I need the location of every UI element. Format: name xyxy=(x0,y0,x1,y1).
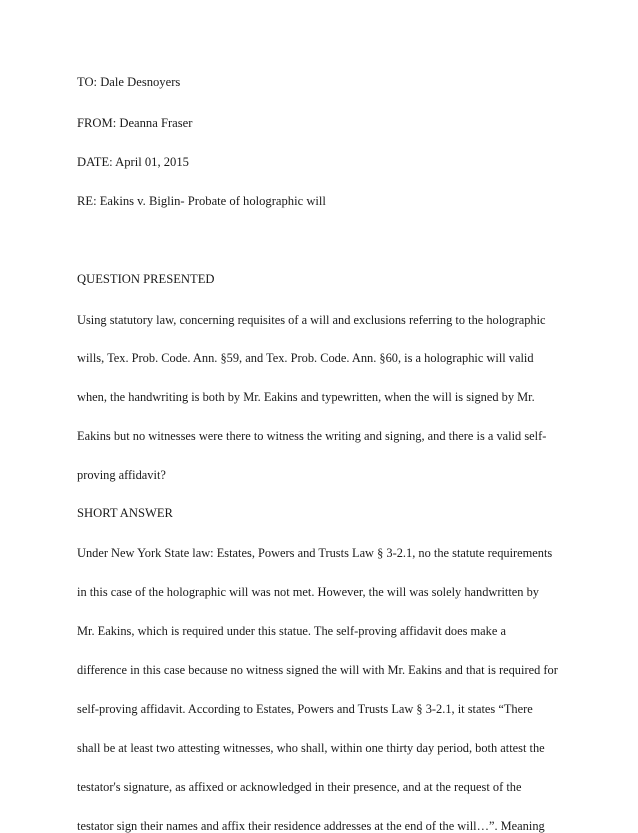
question-line: Eakins but no witnesses were there to witness the writing and signing, and there is a valid self- xyxy=(77,429,547,443)
answer-line: self-proving affidavit. According to Estates, Powers and Trusts Law § 3-2.1, it states “There xyxy=(77,702,533,716)
answer-line: testator's signature, as affixed or acknowledged in their presence, and at the request of the xyxy=(77,780,522,794)
question-line: Using statutory law, concerning requisites of a will and exclusions referring to the holographic xyxy=(77,313,546,327)
answer-line: testator sign their names and affix their residence addresses at the end of the will…”. Meaning xyxy=(77,819,545,833)
memo-to: TO: Dale Desnoyers xyxy=(77,75,181,89)
answer-line: Under New York State law: Estates, Powers and Trusts Law § 3-2.1, no the statute requirements xyxy=(77,546,553,560)
memo-re: RE: Eakins v. Biglin- Probate of holographic will xyxy=(77,194,326,208)
answer-line: Mr. Eakins, which is required under this statue. The self-proving affidavit does make a xyxy=(77,624,506,638)
memo-from: FROM: Deanna Fraser xyxy=(77,116,193,130)
answer-line: shall be at least two attesting witnesses, who shall, within one thirty day period, both attest the xyxy=(77,741,545,755)
question-line: wills, Tex. Prob. Code. Ann. §59, and Tex. Prob. Code. Ann. §60, is a holographic will valid xyxy=(77,351,534,365)
question-line: when, the handwriting is both by Mr. Eakins and typewritten, when the will is signed by Mr. xyxy=(77,390,535,404)
memo-date: DATE: April 01, 2015 xyxy=(77,155,189,169)
answer-line: in this case of the holographic will was not met. However, the will was solely handwritten by xyxy=(77,585,539,599)
question-line: proving affidavit? xyxy=(77,468,166,482)
short-answer-heading: SHORT ANSWER xyxy=(77,506,173,520)
answer-line: difference in this case because no witness signed the will with Mr. Eakins and that is required for xyxy=(77,663,558,677)
question-presented-heading: QUESTION PRESENTED xyxy=(77,272,215,286)
